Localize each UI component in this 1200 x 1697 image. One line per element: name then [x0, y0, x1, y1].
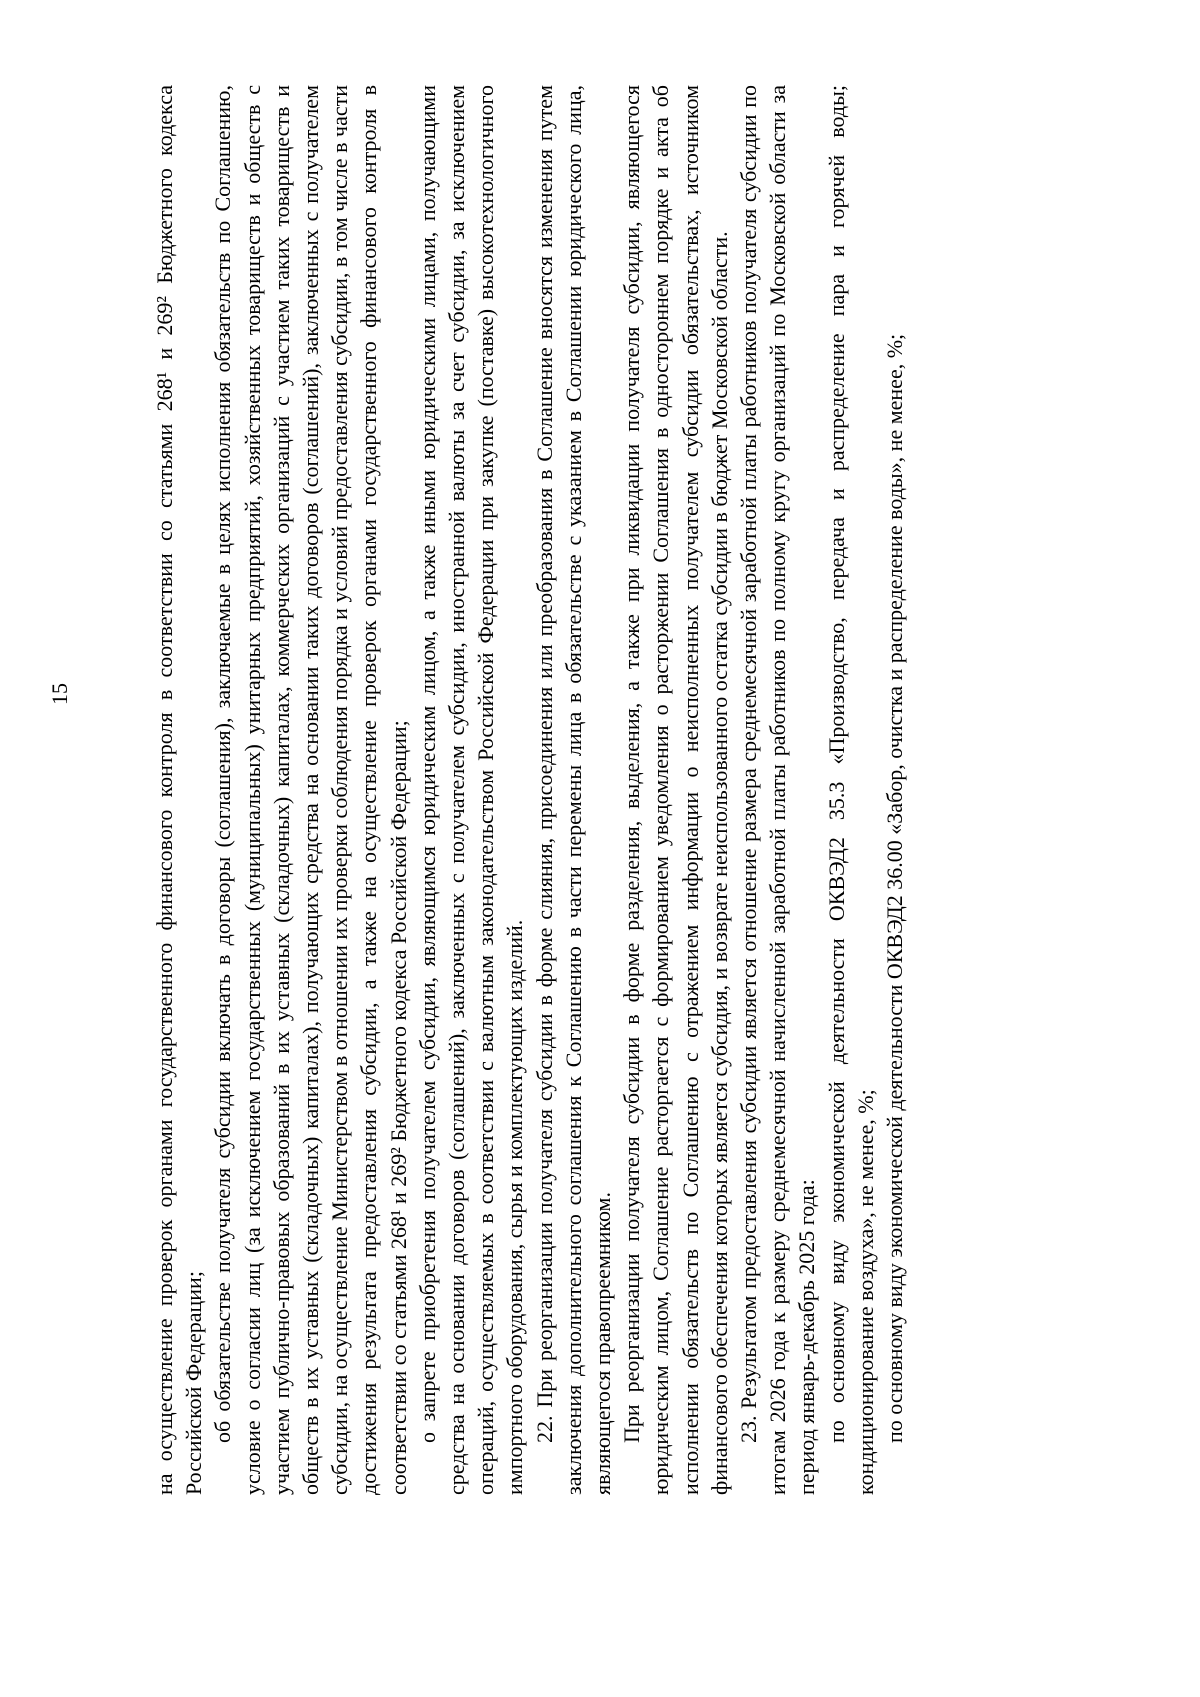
rotated-page-content — [47, 85, 909, 1495]
paragraph-reorganization-division: При реорганизации получателя субсидии в форме разделения, выделения, а также при ликвидации получателя субсидии, являющегося юридическим лицом, Соглашение расторгается с формированием уведомления о расторжении Соглашения в одностороннем порядке и акта об исполнении обязательств по Соглашению с отражением информации о неисполненных получателем субсидии обязательствах, источником финансового обеспечения которых является субсидия, и возврате неиспользованного остатка субсидии в бюджет Московской области. — [619, 85, 732, 1495]
paragraph-okved-35-3: по основному виду экономической деятельности ОКВЭД2 35.3 «Производство, передача и распределение пара и горячей воды; кондиционирование воздуха», не менее, %; — [823, 85, 878, 1495]
paragraph-reorganization-merger: 22. При реорганизации получателя субсидии в форме слияния, присоединения или преобразования в Соглашение вносятся изменения путем заключения дополнительного соглашения к Соглашению в части перемены лица в обязательстве с указанием в Соглашении юридического лица, являющегося правопреемником. — [531, 85, 616, 1495]
page-number: 15 — [47, 683, 72, 705]
paragraph-contract-obligation: об обязательстве получателя субсидии включать в договоры (соглашения), заключаемые в целях исполнения обязательств по Соглашению, условие о согласии лиц (за исключением государственных (муниципальных) унитарных предприятий, хозяйственных товариществ и обществ с участием публично-правовых образований в их уставных (складочных) капиталах, коммерческих организаций с участием таких товариществ и обществ в их уставных (складочных) капиталах), получающих средства на основании таких договоров (соглашений), заключенных с получателем субсидии, на осуществление Министерством в отношении их проверки соблюдения порядка и условий предоставления субсидии, в том числе в части достижения результата предоставления субсидии, а также на осуществление проверок органами государственного финансового контроля в соответствии со статьями 268¹ и 269² Бюджетного кодекса Российской Федерации; — [210, 85, 411, 1495]
paragraph-currency-ban: о запрете приобретения получателем субсидии, являющимся юридическим лицом, а также иными юридическими лицами, получающими средства на основании договоров (соглашений), заключенных с получателем субсидии, иностранной валюты за счет субсидии, за исключением операций, осуществляемых в соответствии с валютным законодательством Российской Федерации при закупке (поставке) высокотехнологичного импортного оборудования, сырья и комплектующих изделий. — [414, 85, 528, 1495]
paragraph-result-definition: 23. Результатом предоставления субсидии является отношение размера среднемесячной заработной платы работников получателя субсидии по итогам 2026 года к размеру среднемесячной начисленной заработной платы работников по полному кругу организаций по Московской области за период январь-декабрь 2025 года: — [736, 85, 820, 1495]
paragraph-audit-consent: на осуществление проверок органами государственного финансового контроля в соответствии со статьями 268¹ и 269² Бюджетного кодекса Российской Федерации; — [152, 85, 207, 1495]
paragraph-okved-36-00: по основному виду экономической деятельности ОКВЭД2 36.00 «Забор, очистка и распределение воды», не менее, %; — [882, 333, 908, 1443]
